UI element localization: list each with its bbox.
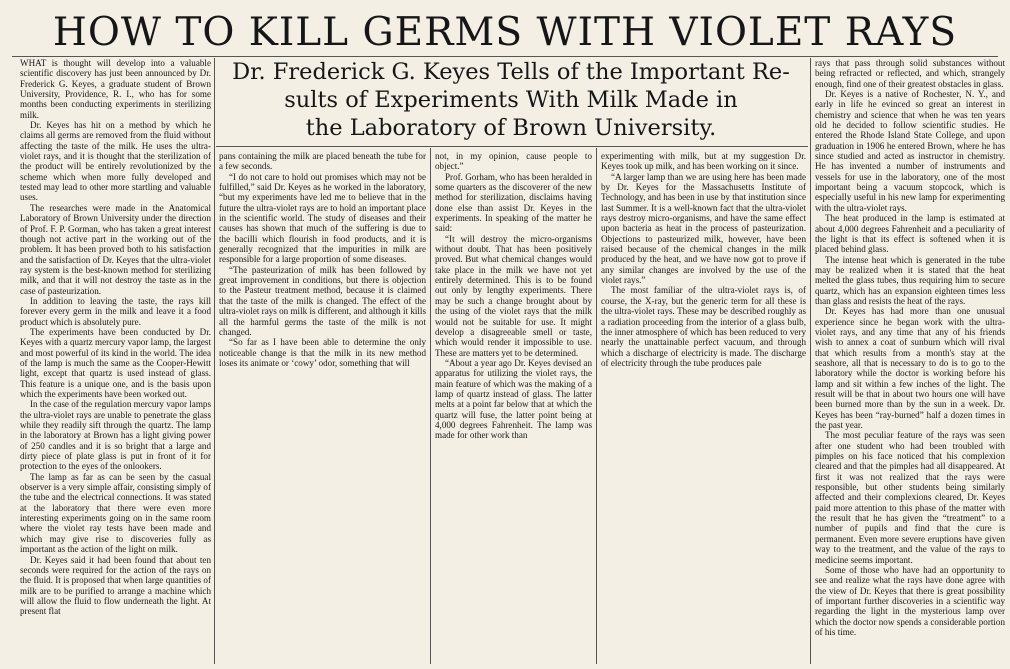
article-paragraph: Some of those who have had an opportunity to see and realize what the rays have done agree with the view of Dr. Keyes that there is great possibility of important further discoveries in a scientific way regarding the light in the mysterious lamp over which the doctor now spends a considerable portion of his time.: [815, 564, 1005, 637]
article-column-4: [601, 151, 806, 667]
article-paragraph: “A larger lamp than we are using here has been made by Dr. Keyes for the Massachusetts Institute of Technology, and has been in use by that institution since last Summer. It is a well-known fact that the ultra-violet rays destroy micro-organisms, and have the same effect upon bacteria as heat in the process of pasteurization. Objections to pasteurized milk, however, have been raised because of the chemical changes in the milk produced by the heat, and we have now got to prove if any similar changes are involved by the use of the violet rays.”: [601, 171, 806, 286]
column-rule: [596, 148, 597, 664]
article-paragraph: WHAT is thought will develop into a valuable scientific discovery has just been announced by Dr. Frederick G. Keyes, a graduate student of Brown University, Providence, R. I., who has for some months been conducting experiments in sterilizing milk.: [20, 58, 211, 120]
deck-line: the Laboratory of Brown University.: [305, 115, 717, 141]
deck: [215, 58, 807, 142]
article-paragraph: In the case of the regulation mercury vapor lamps the ultra-violet rays are unable to penetrate the glass while they readily sift through the quartz. The lamp in the laboratory at Brown has a light giving power of 250 candles and it is so bright that a large and dirty piece of plate glass is put in front of it for protection to the eyes of the onlookers.: [20, 399, 211, 472]
article-paragraph: Dr. Keyes has had more than one unusual experience since he began work with the ultra-violet rays, and any time that any of his friends wish to annex a coat of sunburn which will rival that which results from a month's stay at the seashore, all that is necessary to do is to go to the laboratory while the doctor is working before his lamp and sit within a few inches of the light. The result will be that in about two hours one will have been burned more than by the sun in a week. Dr. Keyes has been “ray-burned” half a dozen times in the past year.: [815, 306, 1005, 431]
article-paragraph: The experiments have been conducted by Dr. Keyes with a quartz mercury vapor lamp, the largest and most powerful of its kind in the world. The idea of the lamp is much the same as the Cooper-Hewitt light, except that quartz is used instead of glass. This feature is a unique one, and is the basis upon which the experiments have been worked out.: [20, 326, 211, 399]
article-paragraph: The lamp as far as can be seen by the casual observer is a very simple affair, consisting simply of the tube and the electrical connections. It was stated at the laboratory that there were even more interesting experiments going on in the same room where the violet ray tests have been made and which may give rise to discoveries fully as important as the action of the light on milk.: [20, 471, 211, 555]
column-rule: [430, 148, 431, 664]
article-paragraph: In addition to leaving the taste, the rays kill forever every germ in the milk and leave it a food product which is absolutely pure.: [20, 295, 211, 327]
deck-line: Dr. Frederick G. Keyes Tells of the Important Re-: [232, 59, 790, 85]
deck-line: sults of Experiments With Milk Made in: [284, 87, 738, 113]
article-paragraph: The most peculiar feature of the rays was seen after one student who had been troubled with pimples on his face noticed that his complexion cleared and that the pimples had all disappeared. At first it was not realized that the rays were responsible, but other students being similarly affected and their complexions cleared, Dr. Keyes paid more attention to this phase of the matter with the result that he has given the “treatment” to a number of pupils and find that the cure is permanent. Even more severe eruptions have given way to the treatment, and the value of the rays to medicine seems important.: [815, 430, 1005, 565]
article-paragraph: not, in my opinion, cause people to object.”: [435, 151, 592, 172]
headline-rule: [12, 56, 998, 57]
deck-rule: [216, 146, 808, 147]
article-paragraph: The researches were made in the Anatomical Laboratory of Brown University under the direction of Prof. F. P. Gorman, who has taken a great interest though not active part in the working out of the problem. It has been proved both to his satisfaction and the satisfaction of Dr. Keyes that the ultra-violet ray system is the best-known method for sterilizing milk, and that it will not destroy the taste as in the case of pasteurization.: [20, 202, 211, 296]
article-paragraph: experimenting with milk, but at my suggestion Dr. Keyes took up milk, and has been working on it since.: [601, 151, 806, 172]
headline: HOW TO KILL GERMS WITH VIOLET RAYS: [52, 10, 958, 55]
article-paragraph: Prof. Gorham, who has been heralded in some quarters as the discoverer of the new method for sterilization, disclaims having done else than assist Dr. Keyes in the experiments. In speaking of the matter he said:: [435, 171, 592, 234]
article-paragraph: “I do not care to hold out promises which may not be fulfilled,” said Dr. Keyes as he worked in the laboratory, “but my experiments have led me to believe that in the future the ultra-violet rays are to hold an important place in the scientific world. The study of diseases and their causes has shown that much of the suffering is due to the bacilli which flourish in food products, and it is generally recognized that the impurities in milk are responsible for a large proportion of some diseases.: [219, 171, 426, 265]
column-rule: [214, 58, 215, 664]
article-paragraph: Dr. Keyes has hit on a method by which he claims all germs are removed from the fluid without affecting the taste of the milk. He uses the ultra-violet rays, and it is thought that the sterilization of the product will be entirely revolutionized by the scheme which when more fully developed and tested may lead to other more startling and valuable uses.: [20, 120, 211, 203]
article-column-2: [219, 151, 426, 667]
article-paragraph: “The pasteurization of milk has been followed by great improvement in conditions, but there is objection to the Pasteur treatment method, because it is claimed that the taste of the milk is changed. The effect of the ultra-violet rays on milk is different, and although it kills all the harmful germs the taste of the milk is not changed.: [219, 264, 426, 337]
article-paragraph: “So far as I have been able to determine the only noticeable change is that the milk in its new method loses its animate or ‘cowy’ odor, something that will: [219, 337, 426, 368]
column-rule: [810, 58, 811, 664]
article-paragraph: The heat produced in the lamp is estimated at about 4,000 degrees Fahrenheit and a peculiarity of the light is that its effect is softened when it is placed behind glass.: [815, 213, 1005, 255]
article-paragraph: pans containing the milk are placed beneath the tube for a few seconds.: [219, 151, 426, 172]
article-column-1: [20, 58, 211, 667]
article-paragraph: “About a year ago Dr. Keyes devised an apparatus for utilizing the violet rays, the main feature of which was the making of a lamp of quartz instead of glass. The latter melts at a point far below that at which the quartz will fuse, the latter point being at 4,000 degrees Fahrenheit. The lamp was made for other work than: [435, 357, 592, 441]
article-paragraph: The most familiar of the ultra-violet rays is, of course, the X-ray, but the generic term for all these is the ultra-violet rays. These may be described roughly as a radiation proceeding from the interior of a glass bulb, the inner atmosphere of which has been reduced to very nearly the unattainable perfect vacuum, and through which a discharge of electricity is made. The discharge of electricity through the tube produces pale: [601, 285, 806, 368]
article-paragraph: “It will destroy the micro-organisms without doubt. That has been positively proved. But what chemical changes would take place in the milk we have not yet entirely determined. This is to be found out only by lengthy experiments. There may be such a change brought about by the using of the violet rays that the milk would not be suitable for use. It might develop a disagreeable smell or taste, which would render it impossible to use. These are matters yet to be determined.: [435, 233, 592, 358]
article-column-5: [815, 58, 1005, 667]
article-paragraph: Dr. Keyes is a native of Rochester, N. Y., and early in life he evinced so great an interest in chemistry and science that when he was ten years old he decided to follow scientific studies. He entered the Rhode Island State College, and upon graduation in 1906 he entered Brown, where he has since studied and acted as instructor in chemistry. He has invented a number of instruments and vessels for use in the laboratory, one of the most important being a vacuum stopcock, which is especially useful in his new lamp for experimenting with the ultra-violet rays.: [815, 89, 1005, 213]
article-paragraph: Dr. Keyes said it had been found that about ten seconds were required for the action of the rays on the fluid. It is proposed that when large quantities of milk are to be purified to arrange a machine which will allow the fluid to flow underneath the light. At present flat: [20, 554, 211, 617]
article-column-3: [435, 151, 592, 667]
article-paragraph: The intense heat which is generated in the tube may be realized when it is stated that the heat melted the glass tubes, thus requiring him to secure quartz, which has an expansion eighteen times less than glass and resists the heat of the rays.: [815, 254, 1005, 306]
article-paragraph: rays that pass through solid substances without being refracted or reflected, and which, strangely enough, find one of their greatest obstacles in glass.: [815, 58, 1005, 89]
